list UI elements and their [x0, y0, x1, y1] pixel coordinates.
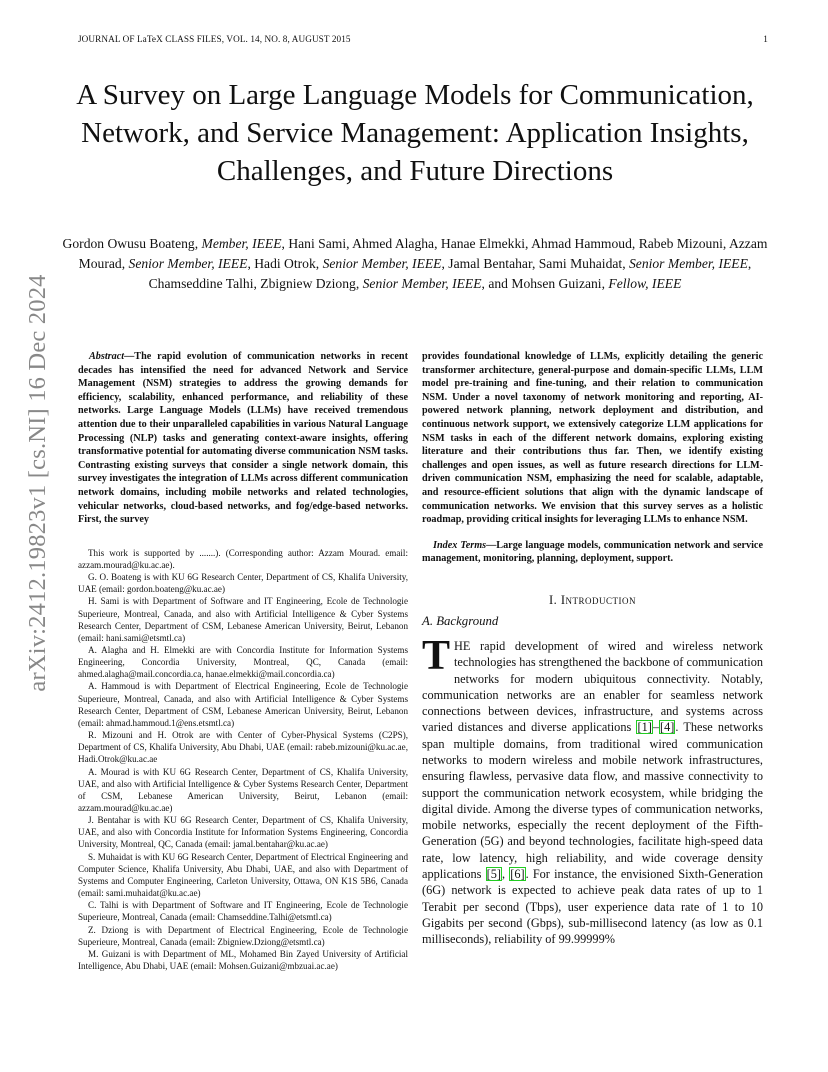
- footnote: J. Bentahar is with KU 6G Research Center, Department of CS, Khalifa University, UAE, and also with Concordia Institute for Information Systems Engineering, Concordia University, Montreal, QC, Canada (email: jamal.bentahar@ku.ac.ae): [78, 815, 408, 850]
- section-title: Introduction: [560, 592, 637, 607]
- paragraph-text: . These networks span multiple domains, from traditional wired communication networks to modern wireless and mobile network infrastructures, ensuring flawless, pervasive data flow, and massive connectivity to support the communication network ecosystem, while bridging the digital divide. Among the diverse types of communication networks, mobile networks, especially the recent deployment of the Fifth-Generation (5G) and beyond technologies, facilitate high-speed data rate, low latency, high reliability, and wide coverage density applications: [422, 720, 763, 882]
- subsection-heading-background: A. Background: [422, 613, 499, 628]
- author-name: Gordon Owusu Boateng: [62, 236, 195, 251]
- footnote: H. Sami is with Department of Software and IT Engineering, Ecole de Technologie Superieure, Montreal, Canada, and also with Artificial Intelligence & Cyber Systems Research Center, Department of CSM, Lebanese American University, Beirut, Lebanon (email: hani.sami@etsmtl.ca): [78, 596, 408, 643]
- footnote: A. Mourad is with KU 6G Research Center, Department of CS, Khalifa University, UAE, and also with Artificial Intelligence & Cyber Systems Research Center, Department of CSM, Lebanese American University, Beirut, Lebanon (email: azzam.mourad@ku.ac.ae): [78, 766, 408, 813]
- author-name: Hadi Otrok: [254, 256, 316, 271]
- index-terms-label: Index Terms: [433, 539, 487, 551]
- citation-link-5[interactable]: [5]: [486, 867, 501, 882]
- author-role: Fellow, IEEE: [608, 276, 682, 291]
- author-role: Senior Member, IEEE: [628, 256, 748, 271]
- author-name: Azzam Mourad: [78, 236, 768, 271]
- author-role: Senior Member, IEEE: [362, 276, 482, 291]
- separator: ,: [501, 867, 510, 882]
- footnote: Z. Dziong is with Department of Electrical Engineering, Ecole de Technologie Superieure, Montreal, Canada (email: Zbigniew.Dziong@etsmtl.ca): [78, 924, 408, 947]
- abstract-continued: provides foundational knowledge of LLMs, explicitly detailing the generic transformer architecture, general-purpose and domain-specific LLMs, LLM model pre-training and fine-tuning, and their relation to communication NSM. Under a novel taxonomy of network monitoring and reporting, AI-powered network planning, network deployment and distribution, and continuous network support, we extensively categorize LLM applications for NSM tasks in each of the different network domains, exploring existing literature and their contributions thus far. Then, we identify existing challenges and open issues, as well as future research directions for LLM-driven communication NSM, emphasizing the need for scalable, adaptable, and resource-efficient solutions that align with the dynamic landscape of communication networks. We envision that this survey serves as a holistic roadmap, providing critical insights for leveraging LLMs to enhance NSM.: [422, 351, 763, 526]
- footnote: R. Mizouni and H. Otrok are with Center of Cyber-Physical Systems (C2PS), Department of CS, Khalifa University, Abu Dhabi, UAE (email: rabeb.mizouni@ku.ac.ae, Hadi.Otrok@ku.ac.ae: [78, 730, 408, 765]
- author-role: Senior Member, IEEE: [322, 256, 442, 271]
- citation-link-4[interactable]: [4]: [659, 720, 675, 735]
- drop-cap-letter: T: [422, 632, 451, 679]
- index-terms-text: Large language models, communication network and service management, monitoring, planning, deployment, support.: [422, 539, 763, 565]
- author-name: Jamal Bentahar: [448, 256, 532, 271]
- author-name: Hani Sami: [288, 236, 347, 251]
- footnote: M. Guizani is with Department of ML, Mohamed Bin Zayed University of Artificial Intelligence, Abu Dhabi, UAE (email: Mohsen.Guizani@mbzuai.ac.ae): [78, 948, 408, 972]
- introduction-paragraph: [422, 632, 763, 948]
- section-heading-introduction: [422, 593, 763, 608]
- footnote: G. O. Boateng is with KU 6G Research Center, Department of CS, Khalifa University, UAE (email: gordon.boateng@ku.ac.ae): [78, 572, 408, 595]
- footnote: This work is supported by .......). (Corresponding author: Azzam Mourad. email: azzam.mourad@ku.ac.ae).: [78, 547, 408, 570]
- range-dash: –: [652, 720, 659, 735]
- right-column: [422, 350, 763, 948]
- running-header: [78, 34, 768, 44]
- left-column: [78, 350, 408, 972]
- paragraph-text: HE rapid development of wired and wireless network technologies has strengthened the backbone of communication networks for modern ubiquitous connectivity. Notably, communication networks are an enabler for seamless network connections between devices, infrastructure, and systems across varied distances and diverse applications: [422, 638, 763, 735]
- author-name: and Mohsen Guizani: [488, 276, 602, 291]
- abstract: Abstract—The rapid evolution of communication networks in recent decades has intensified the need for advanced Network and Service Management (NSM) strategies to address the growing demands for efficiency, scalability, enhanced performance, and reliability of these networks. Large Language Models (LLMs) have received tremendous attention due to their unparalleled capabilities in various Natural Language Processing (NLP) tasks and generating context-aware insights, offering transformative potential for automating diverse communication NSM tasks. Contrasting existing surveys that consider a single network domain, this survey investigates the integration of LLMs across different communication network domains, including mobile networks and related technologies, vehicular networks, cloud-based networks, and fog/edge-based networks. First, the survey: [78, 351, 408, 526]
- author-name: Rabeb Mizouni: [638, 236, 723, 251]
- author-name: Ahmad Hammoud: [531, 236, 632, 251]
- section-number: I.: [548, 592, 558, 607]
- journal-name: JOURNAL OF LaTeX CLASS FILES, VOL. 14, NO. 8, AUGUST 2015: [78, 34, 351, 44]
- author-affiliation-footnotes: [78, 547, 408, 972]
- author-role: Member, IEEE: [201, 236, 282, 251]
- index-terms: Index Terms—Large language models, communication network and service management, monitoring, planning, deployment, support.: [422, 539, 763, 565]
- abstract-label: Abstract: [89, 351, 125, 362]
- author-name: Hanae Elmekki: [440, 236, 526, 251]
- footnote: C. Talhi is with Department of Software and IT Engineering, Ecole de Technologie Superieure, Montreal, Canada (email: Chamseddine.Talhi@etsmtl.ca): [78, 900, 408, 923]
- author-list: Gordon Owusu Boateng, Member, IEEE, Hani Sami, Ahmed Alagha, Hanae Elmekki, Ahmad Hammoud, Rabeb Mizouni, Azzam Mourad, Senior Member, IEEE, Hadi Otrok, Senior Member, IEEE, Jamal Bentahar, Sami Muhaidat, Senior Member, IEEE, Chamseddine Talhi, Zbigniew Dziong, Senior Member, IEEE, and Mohsen Guizani, Fellow, IEEE: [62, 236, 768, 291]
- page-number: 1: [763, 34, 768, 44]
- author-name: Zbigniew Dziong: [260, 276, 356, 291]
- footnote: A. Alagha and H. Elmekki are with Concordia Institute for Information Systems Engineering, Concordia University, Montreal, QC, Canada (email: ahmed.alagha@mail.concordia.ca, hanae.elmekki@mail.concordia.ca): [78, 644, 408, 680]
- footnote: S. Muhaidat is with KU 6G Research Center, Department of Electrical Engineering and Computer Science, Khalifa University, Abu Dhabi, UAE, and also with Department of Systems and Computer Engineering, Carleton University, Ottawa, ON K1S 5B6, Canada (email: sami.muhaidat@ku.ac.ae): [78, 851, 408, 899]
- footnote: A. Hammoud is with Department of Electrical Engineering, Ecole de Technologie Superieure, Montreal, Canada, and also with Artificial Intelligence & Cyber Systems Research Center, Department of CSM, Lebanese American University, Beirut, Lebanon (email: ahmad.hammoud.1@ens.etsmtl.ca): [78, 681, 408, 728]
- author-name: Sami Muhaidat: [538, 256, 623, 271]
- paragraph-text: . For instance, the envisioned Sixth-Generation (6G) network is expected to achieve peak data rates of up to 1 Terabit per second (Tbps), user experience data rate of 1 to 10 Gigabits per second (Gbps), sub-millisecond latency (as low as 0.1 milliseconds), reliability of 99.99999%: [422, 867, 763, 947]
- arxiv-identifier: arXiv:2412.19823v1 [cs.NI] 16 Dec 2024: [24, 274, 51, 692]
- citation-link-1[interactable]: [1]: [637, 720, 652, 735]
- author-role: Senior Member, IEEE: [128, 256, 248, 271]
- author-name: Ahmed Alagha: [352, 236, 435, 251]
- citation-link-6[interactable]: [6]: [510, 867, 525, 882]
- paper-title: A Survey on Large Language Models for Communication, Network, and Service Management: Application Insights, Challenges, and Future Directions: [76, 79, 754, 187]
- abstract-text-part1: The rapid evolution of communication networks in recent decades has intensified the need for advanced Network and Service Management (NSM) strategies to address the growing demands for efficiency, scalability, enhanced performance, and reliability of these networks. Large Language Models (LLMs) have received tremendous attention due to their unparalleled capabilities in various Natural Language Processing (NLP) tasks and generating context-aware insights, offering transformative potential for automating diverse communication NSM tasks. Contrasting existing surveys that consider a single network domain, this survey investigates the integration of LLMs across different communication network domains, including mobile networks and related technologies, vehicular networks, cloud-based networks, and fog/edge-based networks. First, the survey: [78, 351, 408, 526]
- author-name: Chamseddine Talhi: [148, 276, 254, 291]
